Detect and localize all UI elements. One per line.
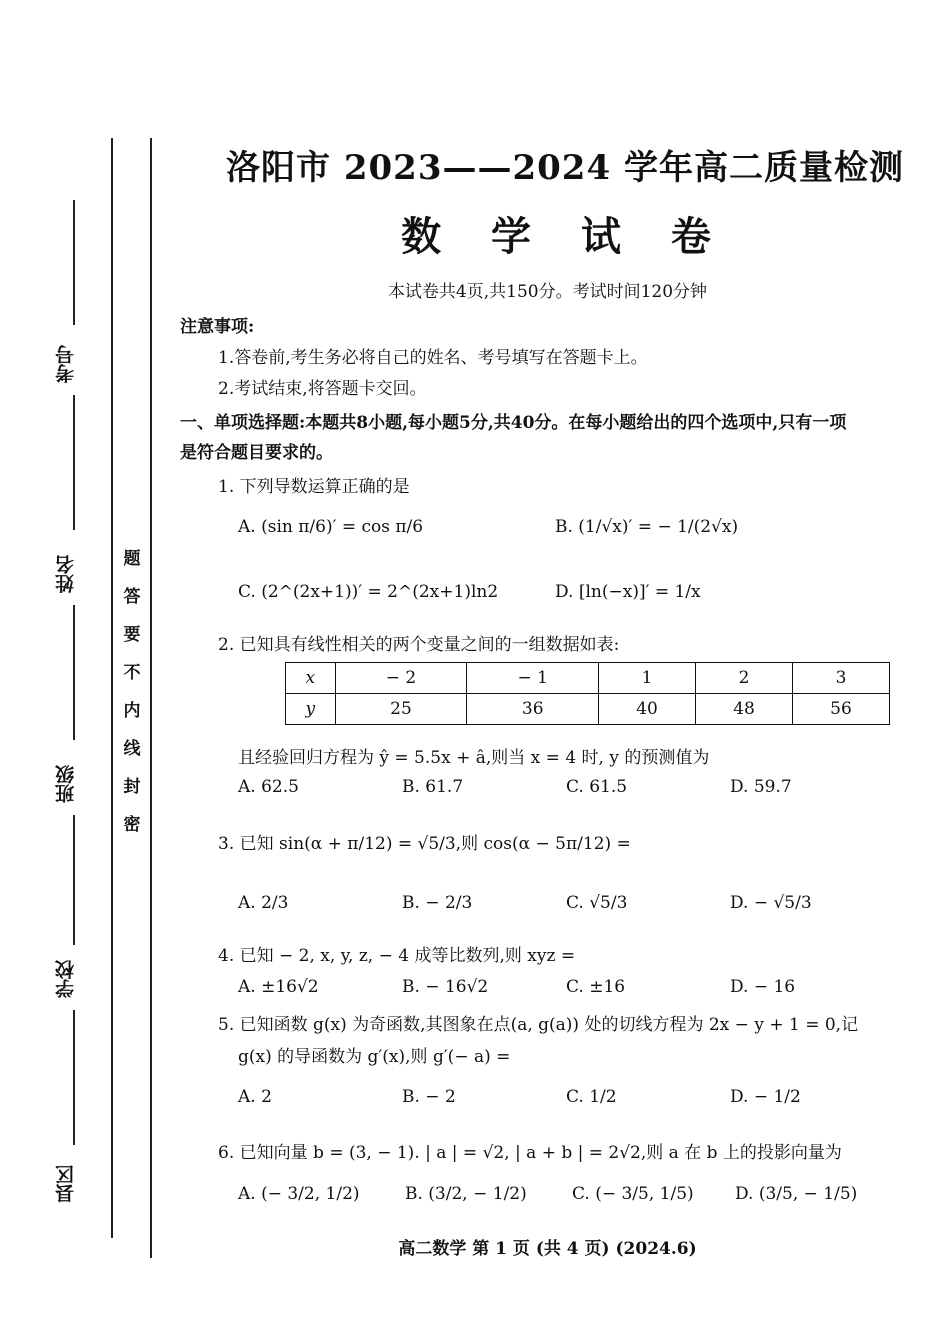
- q6-option-d: D. (3/5, − 1/5): [735, 1184, 858, 1204]
- q4-option-c: C. ±16: [566, 977, 626, 997]
- exam-title: 洛阳市 2023——2024 学年高二质量检测: [226, 148, 904, 188]
- q2-option-d: D. 59.7: [730, 777, 792, 797]
- q5-option-c: C. 1/2: [566, 1087, 617, 1107]
- q4-stem: 4. 已知 − 2, x, y, z, − 4 成等比数列,则 xyz =: [218, 946, 576, 966]
- q1-option-b: B. (1/√x)′ = − 1/(2√x): [555, 517, 739, 537]
- q4-option-b: B. − 16√2: [402, 977, 489, 997]
- q5-stem-2: g(x) 的导函数为 g′(x),则 g′(− a) =: [238, 1047, 511, 1067]
- q5-option-a: A. 2: [238, 1087, 272, 1107]
- kaohao-label: 考号: [55, 345, 77, 383]
- margin-line-outer: [150, 138, 152, 1258]
- page-footer: 高二数学 第 1 页 (共 4 页) (2024.6): [398, 1239, 697, 1259]
- table-cell: 56: [793, 694, 890, 725]
- q3-option-b: B. − 2/3: [402, 893, 473, 913]
- kaohao-blank-2: [73, 395, 75, 530]
- q2-option-c: C. 61.5: [566, 777, 628, 797]
- section-heading-2: 是符合题目要求的。: [180, 443, 333, 463]
- seal-char: 密: [123, 815, 141, 835]
- q6-stem: 6. 已知向量 b = (3, − 1). | a | = √2, | a + b | = 2√2,则 a 在 b 上的投影向量为: [218, 1143, 842, 1163]
- data-table: [285, 662, 890, 725]
- section-heading: 一、单项选择题:本题共8小题,每小题5分,共40分。在每小题给出的四个选项中,只有一项: [180, 413, 847, 433]
- q3-option-c: C. √5/3: [566, 893, 628, 913]
- table-cell: 1: [599, 663, 696, 694]
- note-item-2: 2.考试结束,将答题卡交回。: [218, 379, 427, 399]
- table-cell: 36: [467, 694, 599, 725]
- note-item-1: 1.答卷前,考生务必将自己的姓名、考号填写在答题卡上。: [218, 348, 648, 368]
- q4-option-a: A. ±16√2: [238, 977, 319, 997]
- table-row: [286, 694, 890, 725]
- q1-option-d: D. [ln(−x)]′ = 1/x: [555, 582, 701, 602]
- table-row: [286, 663, 890, 694]
- q2-option-b: B. 61.7: [402, 777, 464, 797]
- q3-stem: 3. 已知 sin(α + π/12) = √5/3,则 cos(α − 5π/12) =: [218, 834, 631, 854]
- q3-option-a: A. 2/3: [238, 893, 289, 913]
- kaohao-blank: [73, 200, 75, 325]
- table-cell: y: [286, 694, 336, 725]
- exam-subtitle: 数 学 试 卷: [401, 213, 729, 260]
- margin-line-inner: [111, 138, 113, 1238]
- seal-char: 封: [123, 777, 141, 797]
- seal-char: 内: [123, 701, 141, 721]
- seal-text: [120, 540, 144, 844]
- q6-option-b: B. (3/2, − 1/2): [405, 1184, 527, 1204]
- q1-option-a: A. (sin π/6)′ = cos π/6: [238, 517, 424, 537]
- q1-option-c: C. (2^(2x+1))′ = 2^(2x+1)ln2: [238, 582, 499, 602]
- q5-option-b: B. − 2: [402, 1087, 456, 1107]
- q2-option-a: A. 62.5: [238, 777, 299, 797]
- q3-option-d: D. − √5/3: [730, 893, 812, 913]
- table-cell: x: [286, 663, 336, 694]
- q2-stem: 2. 已知具有线性相关的两个变量之间的一组数据如表:: [218, 635, 620, 655]
- q4-option-d: D. − 16: [730, 977, 796, 997]
- xianqu-label: 县区: [55, 1165, 77, 1203]
- seal-char: 不: [123, 663, 141, 683]
- banji-label: 班级: [55, 765, 77, 803]
- notes-title: 注意事项:: [180, 317, 255, 337]
- table-cell: 25: [335, 694, 467, 725]
- xingming-label: 姓名: [55, 555, 77, 593]
- table-cell: 48: [696, 694, 793, 725]
- q6-option-c: C. (− 3/5, 1/5): [572, 1184, 694, 1204]
- table-cell: 2: [696, 663, 793, 694]
- q6-option-a: A. (− 3/2, 1/2): [238, 1184, 360, 1204]
- xuexiao-blank: [73, 1010, 75, 1145]
- banji-blank: [73, 815, 75, 945]
- q2-stem-2: 且经验回归方程为 ŷ = 5.5x + â,则当 x = 4 时, y 的预测值为: [238, 748, 710, 768]
- q1-stem: 1. 下列导数运算正确的是: [218, 477, 410, 497]
- seal-char: 要: [123, 625, 141, 645]
- table-cell: − 1: [467, 663, 599, 694]
- xuexiao-label: 学校: [55, 960, 77, 998]
- seal-char: 题: [123, 549, 141, 569]
- table-cell: 3: [793, 663, 890, 694]
- q5-stem: 5. 已知函数 g(x) 为奇函数,其图象在点(a, g(a)) 处的切线方程为 2x − y + 1 = 0,记: [218, 1015, 859, 1035]
- q5-option-d: D. − 1/2: [730, 1087, 801, 1107]
- xingming-blank: [73, 605, 75, 740]
- exam-info: 本试卷共4页,共150分。考试时间120分钟: [387, 282, 708, 302]
- table-cell: 40: [599, 694, 696, 725]
- table-cell: − 2: [335, 663, 467, 694]
- seal-char: 线: [123, 739, 141, 759]
- seal-char: 答: [123, 587, 141, 607]
